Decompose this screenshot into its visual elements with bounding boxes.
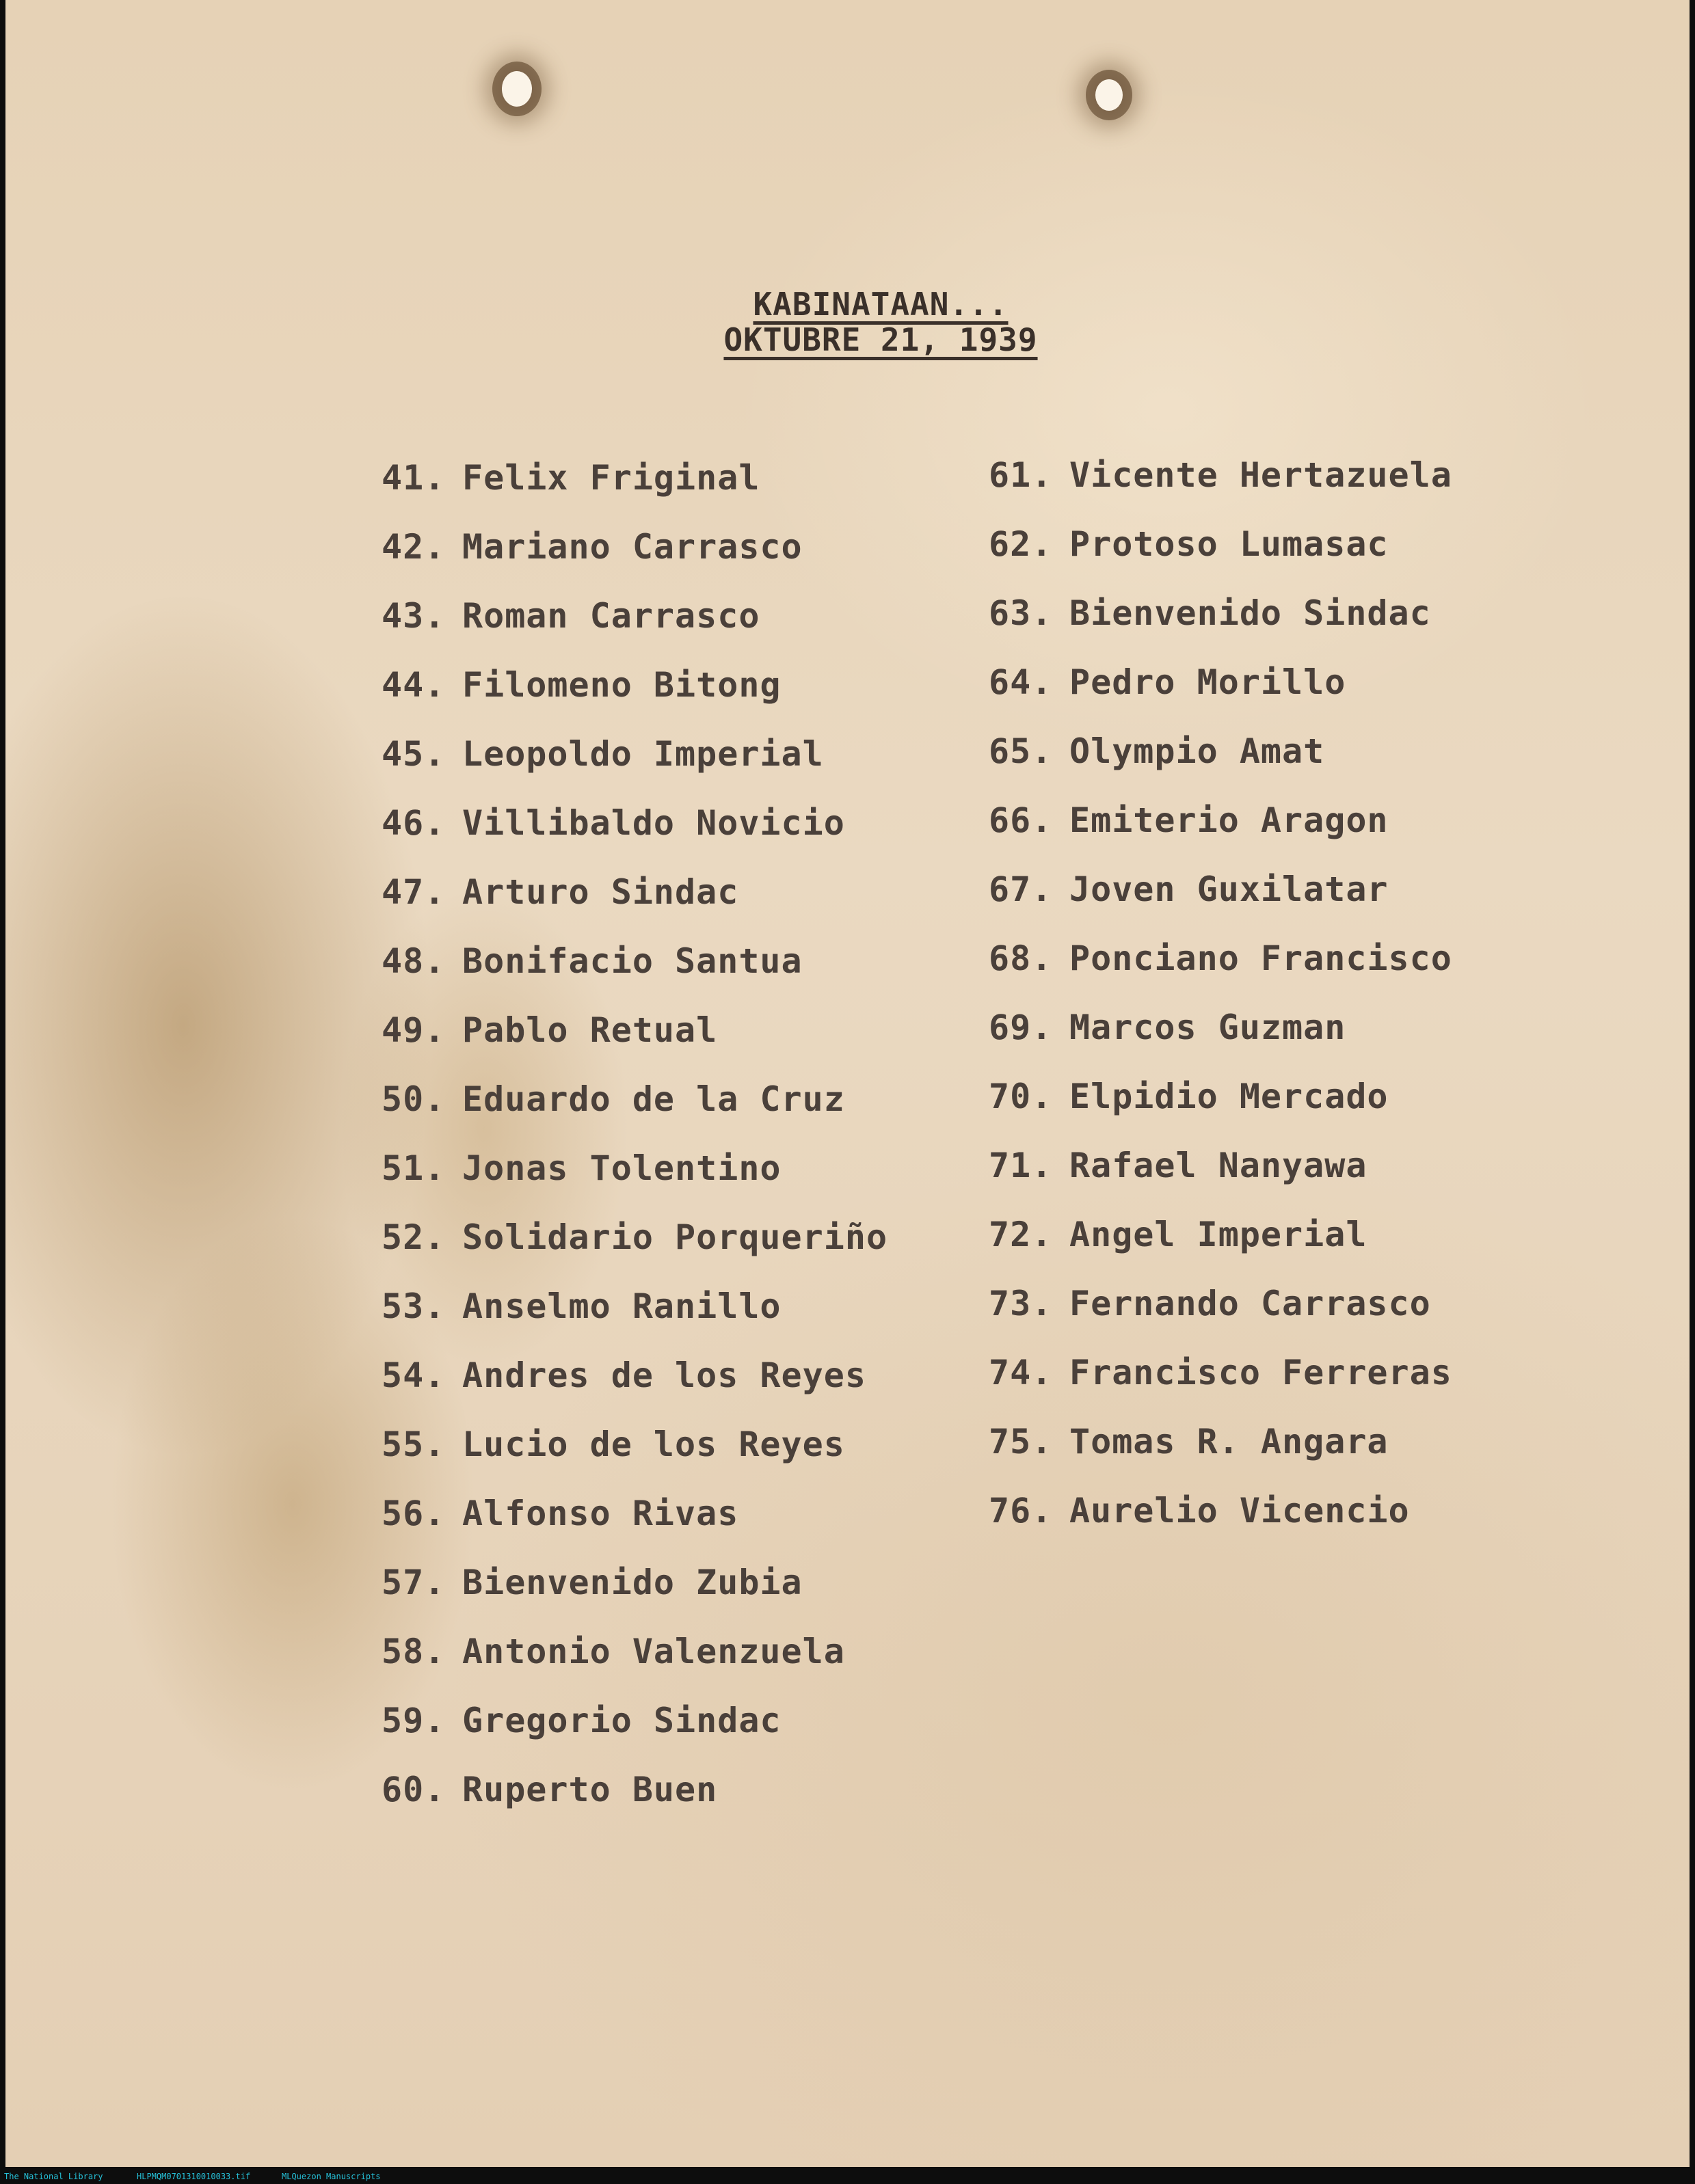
list-item — [382, 1010, 887, 1079]
entry-number: 75. — [989, 1422, 1053, 1461]
list-item — [989, 1146, 1452, 1215]
entry-number: 61. — [989, 455, 1053, 495]
document-page — [5, 0, 1690, 2167]
entry-name: Joven Guxilatar — [1069, 869, 1389, 909]
footer-library: The National Library — [4, 2172, 103, 2181]
list-item — [382, 527, 887, 596]
right-name-list — [989, 455, 1452, 1560]
list-item — [989, 1422, 1452, 1491]
entry-number: 62. — [989, 524, 1053, 564]
list-item — [382, 803, 887, 872]
list-item — [989, 524, 1452, 593]
entry-name: Gregorio Sindac — [462, 1701, 782, 1740]
entry-number: 73. — [989, 1284, 1053, 1323]
entry-name: Leopoldo Imperial — [462, 734, 824, 774]
list-item — [989, 1284, 1452, 1353]
list-item — [382, 1701, 887, 1770]
list-item — [382, 665, 887, 734]
entry-number: 71. — [989, 1146, 1053, 1185]
entry-name: Tomas R. Angara — [1069, 1422, 1389, 1461]
entry-name: Mariano Carrasco — [462, 527, 803, 567]
list-item — [382, 1079, 887, 1148]
left-name-list — [382, 458, 887, 1839]
entry-name: Bienvenido Sindac — [1069, 593, 1431, 633]
entry-name: Solidario Porqueriño — [462, 1217, 888, 1257]
list-item — [989, 1077, 1452, 1146]
list-item — [989, 1353, 1452, 1422]
punch-hole-left — [502, 71, 532, 107]
entry-name: Aurelio Vicencio — [1069, 1491, 1410, 1531]
list-item — [989, 593, 1452, 662]
entry-number: 41. — [382, 458, 446, 498]
entry-name: Marcos Guzman — [1069, 1008, 1346, 1047]
entry-number: 72. — [989, 1215, 1053, 1254]
entry-name: Alfonso Rivas — [462, 1494, 739, 1533]
list-item — [382, 596, 887, 665]
entry-number: 55. — [382, 1425, 446, 1464]
list-item — [382, 1356, 887, 1425]
list-item — [989, 1008, 1452, 1077]
entry-name: Bienvenido Zubia — [462, 1563, 803, 1602]
list-item — [382, 1286, 887, 1356]
entry-name: Eduardo de la Cruz — [462, 1079, 845, 1119]
entry-name: Bonifacio Santua — [462, 941, 803, 981]
entry-number: 49. — [382, 1010, 446, 1050]
footer-filename: HLPMQM0701310010033.tif — [137, 2172, 251, 2181]
entry-name: Lucio de los Reyes — [462, 1425, 845, 1464]
document-date: OKTUBRE 21, 1939 — [723, 321, 1038, 358]
entry-number: 58. — [382, 1632, 446, 1671]
entry-name: Ponciano Francisco — [1069, 939, 1452, 978]
list-item — [382, 734, 887, 803]
entry-number: 74. — [989, 1353, 1053, 1392]
entry-number: 76. — [989, 1491, 1053, 1531]
entry-number: 66. — [989, 800, 1053, 840]
list-item — [382, 1425, 887, 1494]
entry-number: 42. — [382, 527, 446, 567]
list-item — [382, 941, 887, 1010]
list-item — [382, 1563, 887, 1632]
entry-number: 50. — [382, 1079, 446, 1119]
entry-number: 57. — [382, 1563, 446, 1602]
list-item — [382, 872, 887, 941]
entry-name: Pablo Retual — [462, 1010, 718, 1050]
list-item — [382, 1632, 887, 1701]
entry-number: 46. — [382, 803, 446, 843]
list-item — [382, 1770, 887, 1839]
entry-name: Villibaldo Novicio — [462, 803, 845, 843]
entry-number: 45. — [382, 734, 446, 774]
list-item — [382, 1217, 887, 1286]
entry-number: 51. — [382, 1148, 446, 1188]
entry-number: 43. — [382, 596, 446, 636]
entry-name: Roman Carrasco — [462, 596, 760, 636]
entry-number: 56. — [382, 1494, 446, 1533]
entry-name: Rafael Nanyawa — [1069, 1146, 1367, 1185]
entry-number: 70. — [989, 1077, 1053, 1116]
list-item — [382, 1494, 887, 1563]
entry-name: Fernando Carrasco — [1069, 1284, 1431, 1323]
entry-name: Felix Friginal — [462, 458, 760, 498]
list-item — [989, 731, 1452, 800]
footer-collection: MLQuezon Manuscripts — [282, 2172, 381, 2181]
entry-name: Elpidio Mercado — [1069, 1077, 1389, 1116]
entry-name: Andres de los Reyes — [462, 1356, 866, 1395]
entry-number: 65. — [989, 731, 1053, 771]
entry-name: Protoso Lumasac — [1069, 524, 1389, 564]
list-item — [989, 869, 1452, 939]
entry-name: Pedro Morillo — [1069, 662, 1346, 702]
list-item — [989, 1491, 1452, 1560]
entry-name: Anselmo Ranillo — [462, 1286, 782, 1326]
document-title: KABINATAAN... — [753, 286, 1009, 323]
scan-footer — [0, 2169, 1695, 2184]
punch-hole-right — [1095, 79, 1123, 111]
entry-number: 69. — [989, 1008, 1053, 1047]
entry-number: 60. — [382, 1770, 446, 1809]
entry-number: 63. — [989, 593, 1053, 633]
entry-name: Angel Imperial — [1069, 1215, 1367, 1254]
entry-name: Francisco Ferreras — [1069, 1353, 1452, 1392]
entry-number: 44. — [382, 665, 446, 705]
entry-name: Ruperto Buen — [462, 1770, 718, 1809]
list-item — [989, 455, 1452, 524]
entry-number: 47. — [382, 872, 446, 912]
entry-number: 67. — [989, 869, 1053, 909]
list-item — [989, 939, 1452, 1008]
entry-number: 59. — [382, 1701, 446, 1740]
list-item — [989, 1215, 1452, 1284]
entry-name: Filomeno Bitong — [462, 665, 782, 705]
entry-name: Arturo Sindac — [462, 872, 739, 912]
entry-name: Jonas Tolentino — [462, 1148, 782, 1188]
entry-name: Antonio Valenzuela — [462, 1632, 845, 1671]
list-item — [989, 662, 1452, 731]
entry-number: 68. — [989, 939, 1053, 978]
entry-name: Vicente Hertazuela — [1069, 455, 1452, 495]
list-item — [989, 800, 1452, 869]
list-item — [382, 1148, 887, 1217]
entry-number: 53. — [382, 1286, 446, 1326]
entry-number: 48. — [382, 941, 446, 981]
list-item — [382, 458, 887, 527]
entry-number: 64. — [989, 662, 1053, 702]
entry-name: Emiterio Aragon — [1069, 800, 1389, 840]
entry-name: Olympio Amat — [1069, 731, 1325, 771]
entry-number: 52. — [382, 1217, 446, 1257]
entry-number: 54. — [382, 1356, 446, 1395]
